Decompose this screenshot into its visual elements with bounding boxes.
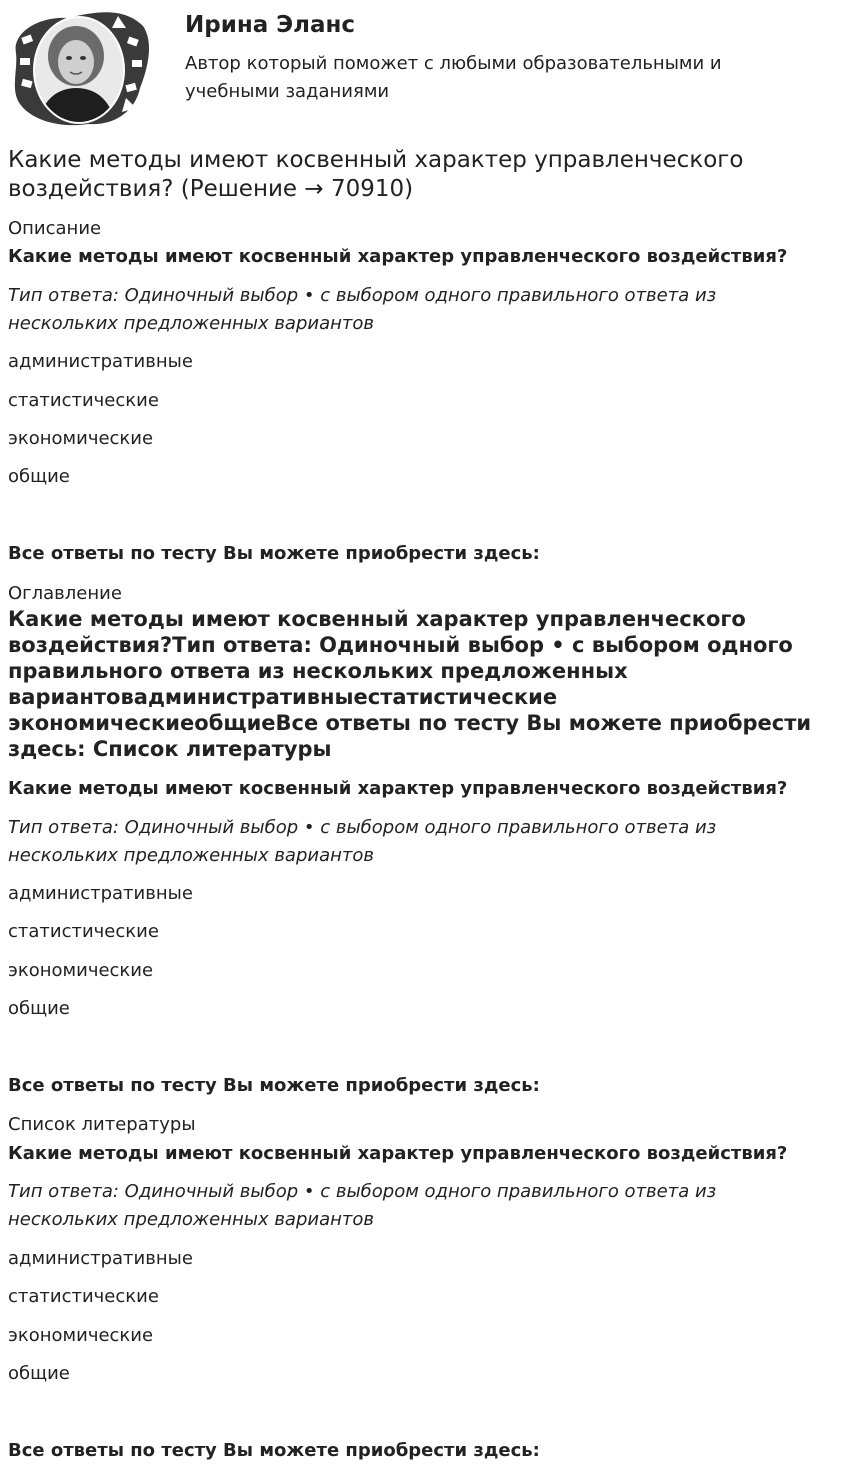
option-item: статистические — [8, 390, 159, 411]
answer-type-text: Тип ответа: Одиночный выбор • с выбором одного правильного ответа из нескольких предложенных вариантов — [8, 285, 717, 334]
option-item: административные — [8, 1248, 193, 1269]
option-item: административные — [8, 883, 193, 904]
buy-answers-text: Все ответы по тесту Вы можете приобрести здесь: — [8, 1440, 540, 1461]
answer-type-text: Тип ответа: Одиночный выбор • с выбором одного правильного ответа из нескольких предложенных вариантов — [8, 817, 717, 866]
author-name: Ирина Эланс — [185, 12, 356, 38]
question-text: Какие методы имеют косвенный характер управленческого воздействия? — [8, 1143, 788, 1164]
author-description: Автор который поможет с любыми образовательными и учебными заданиями — [185, 53, 722, 102]
option-item: общие — [8, 466, 70, 487]
page-title: Какие методы имеют косвенный характер управленческого воздействия? (Решение → 70910) — [8, 147, 744, 202]
author-avatar — [8, 8, 150, 126]
question-text: Какие методы имеют косвенный характер управленческого воздействия? — [8, 246, 788, 267]
buy-answers-text: Все ответы по тесту Вы можете приобрести здесь: — [8, 543, 540, 564]
section-header-toc: Оглавление — [8, 583, 122, 604]
toc-combined-title: Какие методы имеют косвенный характер управленческого воздействия?Тип ответа: Одиночный выбор • с выбором одного правильного ответа из нескольких предложенных вариантовадминистративныестатистические экономическиеобщиеВсе ответы по тесту Вы можете приобрести здесь: Список литературы — [8, 607, 812, 761]
section-header-literature: Список литературы — [8, 1114, 196, 1135]
option-item: экономические — [8, 960, 154, 981]
option-item: экономические — [8, 1325, 154, 1346]
option-item: административные — [8, 351, 193, 372]
option-item: общие — [8, 998, 70, 1019]
answer-type-text: Тип ответа: Одиночный выбор • с выбором одного правильного ответа из нескольких предложенных вариантов — [8, 1181, 717, 1230]
option-item: общие — [8, 1363, 70, 1384]
option-item: экономические — [8, 428, 154, 449]
buy-answers-text: Все ответы по тесту Вы можете приобрести здесь: — [8, 1075, 540, 1096]
option-item: статистические — [8, 921, 159, 942]
option-item: статистические — [8, 1286, 159, 1307]
question-text: Какие методы имеют косвенный характер управленческого воздействия? — [8, 778, 788, 799]
section-header-description: Описание — [8, 218, 102, 239]
author-card — [8, 8, 839, 128]
